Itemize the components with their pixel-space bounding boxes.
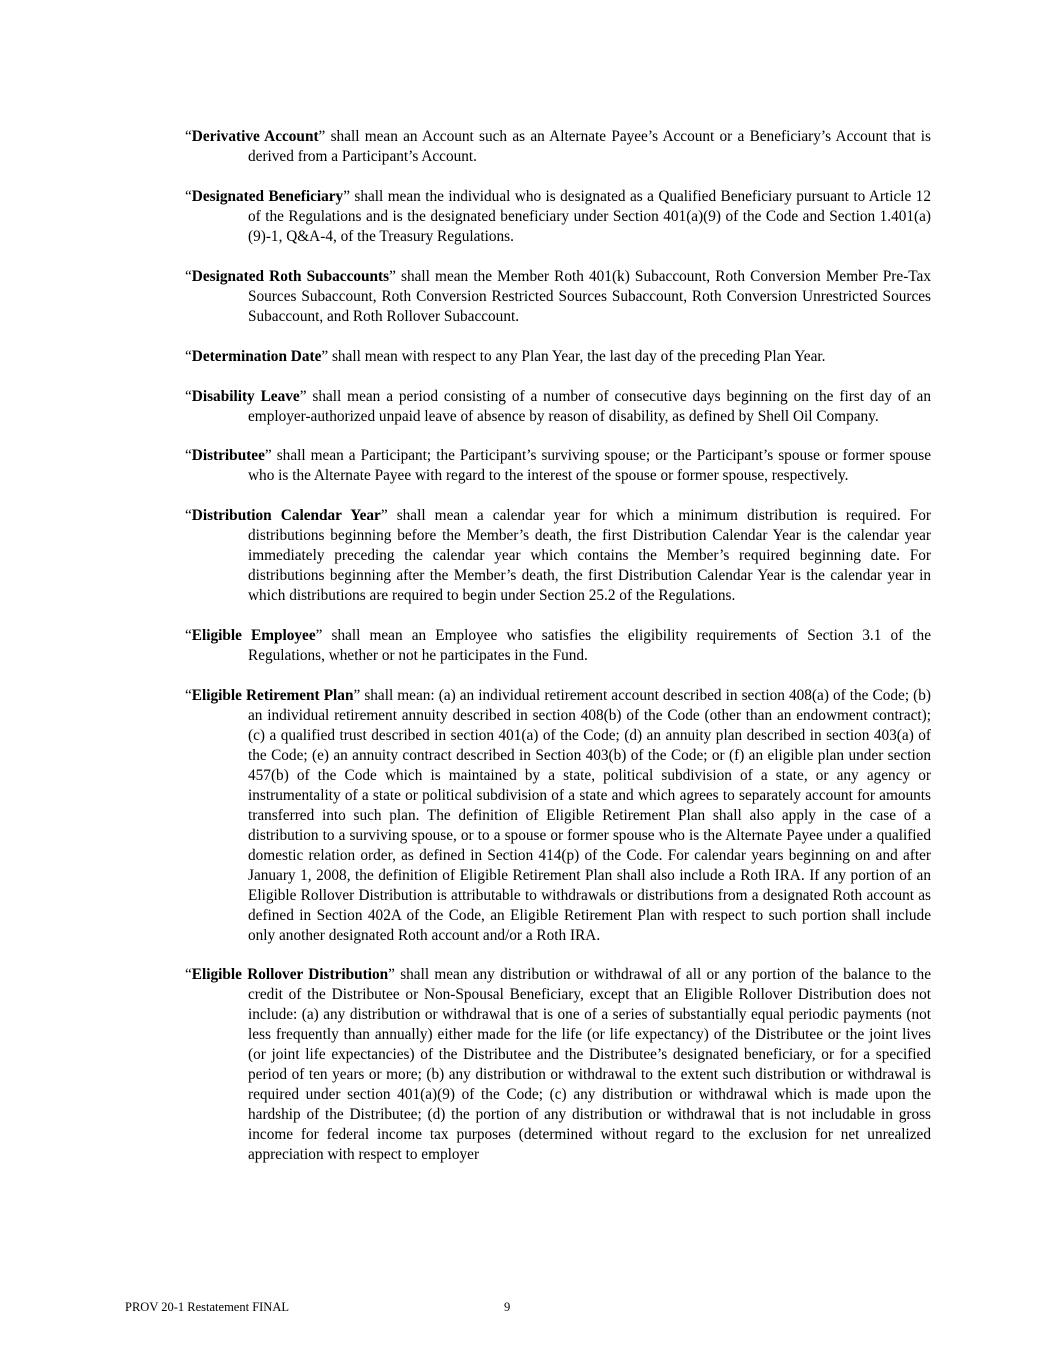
- definition-designated-roth-subaccounts: “Designated Roth Subaccounts” shall mean the Member Roth 401(k) Subaccount, Roth Conversion Member Pre-Tax Sources Subaccount, Roth Conversion Restricted Sources Subaccount, Roth Conversion Unrestricted Sources Subaccount, and Roth Rollover Subaccount.: [185, 267, 931, 325]
- definition-determination-date: “Determination Date” shall mean with respect to any Plan Year, the last day of the preceding Plan Year.: [185, 347, 826, 365]
- definition-term: Eligible Employee: [191, 627, 316, 645]
- definition-text: shall mean the individual who is designated as a Qualified Beneficiary pursuant to Article 12 of the Regulations and is the designated beneficiary under Section 401(a)(9) of the Code and Section 1.401(a)(9)-1, Q&A-4, of the Treasury Regulations.: [248, 187, 931, 245]
- footer-document-label: PROV 20-1 Restatement FINAL: [125, 1300, 289, 1314]
- definition-term: Determination Date: [191, 347, 322, 365]
- definition-term: Distributee: [191, 447, 265, 465]
- definition-term: Distribution Calendar Year: [191, 507, 381, 525]
- definition-text: shall mean a Participant; the Participant’s surviving spouse; or the Participant’s spouse or former spouse who is the Alternate Payee with regard to the interest of the spouse or former spouse, respectively.: [248, 447, 931, 485]
- definition-disability-leave: “Disability Leave” shall mean a period consisting of a number of consecutive days beginning on the first day of an employer-authorized unpaid leave of absence by reason of disability, as defined by Shell Oil Company.: [185, 387, 931, 425]
- definition-term: Disability Leave: [191, 387, 300, 405]
- definition-text: shall mean: (a) an individual retirement account described in section 408(a) of the Code; (b) an individual retirement annuity described in section 408(b) of the Code (other than an endowment contract); (c) a qualified trust described in section 401(a) of the Code; (d) an annuity plan described in section 403(a) of the Code; (e) an annuity contract described in Section 403(b) of the Code; or (f) an eligible plan under section 457(b) of the Code which is maintained by a state, political subdivision of a state, or any agency or instrumentality of a state or political subdivision of a state and which agrees to separately account for amounts transferred into such plan. The definition of Eligible Retirement Plan shall also apply in the case of a distribution to a surviving spouse, or to a spouse or former spouse who is the Alternate Payee under a qualified domestic relation order, as defined in Section 414(p) of the Code. For calendar years beginning on and after January 1, 2008, the definition of Eligible Retirement Plan shall also include a Roth IRA. If any portion of an Eligible Rollover Distribution is attributable to withdrawals or distributions from a designated Roth account as defined in Section 402A of the Code, an Eligible Retirement Plan with respect to such portion shall include only another designated Roth account and/or a Roth IRA.: [248, 687, 931, 944]
- definition-distributee: “Distributee” shall mean a Participant; the Participant’s surviving spouse; or the Participant’s spouse or former spouse who is the Alternate Payee with regard to the interest of the spouse or former spouse, respectively.: [185, 447, 931, 485]
- definition-distribution-calendar-year: “Distribution Calendar Year” shall mean a calendar year for which a minimum distribution is required. For distributions beginning before the Member’s death, the first Distribution Calendar Year is the calendar year immediately preceding the calendar year which contains the Member’s required beginning date. For distributions beginning after the Member’s death, the first Distribution Calendar Year is the calendar year in which distributions are required to begin under Section 25.2 of the Regulations.: [185, 507, 932, 605]
- definition-eligible-retirement-plan: “Eligible Retirement Plan” shall mean: (a) an individual retirement account described in section 408(a) of the Code; (b) an individual retirement annuity described in section 408(b) of the Code (other than an endowment contract); (c) a qualified trust described in section 401(a) of the Code; (d) an annuity plan described in section 403(a) of the Code; (e) an annuity contract described in Section 403(b) of the Code; or (f) an eligible plan under section 457(b) of the Code which is maintained by a state, political subdivision of a state, or any agency or instrumentality of a state or political subdivision of a state and which agrees to separately account for amounts transferred into such plan. The definition of Eligible Retirement Plan shall also apply in the case of a distribution to a surviving spouse, or to a spouse or former spouse who is the Alternate Payee under a qualified domestic relation order, as defined in Section 414(p) of the Code. For calendar years beginning on and after January 1, 2008, the definition of Eligible Retirement Plan shall also include a Roth IRA. If any portion of an Eligible Rollover Distribution is attributable to withdrawals or distributions from a designated Roth account as defined in Section 402A of the Code, an Eligible Retirement Plan with respect to such portion shall include only another designated Roth account and/or a Roth IRA.: [185, 687, 931, 944]
- definition-term: Designated Beneficiary: [191, 187, 344, 205]
- definition-text: shall mean with respect to any Plan Year, the last day of the preceding Plan Year.: [328, 347, 826, 365]
- definition-text: shall mean an Employee who satisfies the eligibility requirements of Section 3.1 of the Regulations, whether or not he participates in the Fund.: [248, 627, 931, 665]
- definition-derivative-account: “Derivative Account” shall mean an Account such as an Alternate Payee’s Account or a Beneficiary’s Account that is derived from a Participant’s Account.: [185, 128, 931, 165]
- definition-text: shall mean a calendar year for which a minimum distribution is required. For distributions beginning before the Member’s death, the first Distribution Calendar Year is the calendar year immediately preceding the calendar year which contains the Member’s required beginning date. For distributions beginning after the Member’s death, the first Distribution Calendar Year is the calendar year in which distributions are required to begin under Section 25.2 of the Regulations.: [248, 507, 932, 605]
- definition-text: shall mean the Member Roth 401(k) Subaccount, Roth Conversion Member Pre-Tax Sources Subaccount, Roth Conversion Restricted Sources Subaccount, Roth Conversion Unrestricted Sources Subaccount, and Roth Rollover Subaccount.: [248, 267, 931, 325]
- definition-text: shall mean a period consisting of a number of consecutive days beginning on the first day of an employer-authorized unpaid leave of absence by reason of disability, as defined by Shell Oil Company.: [248, 387, 931, 425]
- footer-page-number: 9: [504, 1300, 511, 1314]
- definition-eligible-employee: “Eligible Employee” shall mean an Employee who satisfies the eligibility requirements of Section 3.1 of the Regulations, whether or not he participates in the Fund.: [185, 627, 931, 665]
- definition-term: Derivative Account: [191, 128, 319, 145]
- definition-text: shall mean any distribution or withdrawal of all or any portion of the balance to the credit of the Distributee or Non-Spousal Beneficiary, except that an Eligible Rollover Distribution does not include: (a) any distribution or withdrawal that is one of a series of substantially equal periodic payments (not less frequently than annually) either made for the life (or life expectancy) of the Distributee or the joint lives (or joint life expectancies) of the Distributee and the Distributee’s designated beneficiary, or for a specified period of ten years or more; (b) any distribution or withdrawal to the extent such distribution or withdrawal is required under section 401(a)(9) of the Code; (c) any distribution or withdrawal which is made upon the hardship of the Distributee; (d) the portion of any distribution or withdrawal that is not includable in gross income for federal income tax purposes (determined without regard to the exclusion for net unrealized appreciation with respect to employer: [248, 966, 931, 1164]
- definition-text: shall mean an Account such as an Alternate Payee’s Account or a Beneficiary’s Account that is derived from a Participant’s Account.: [248, 128, 931, 165]
- definition-designated-beneficiary: “Designated Beneficiary” shall mean the individual who is designated as a Qualified Beneficiary pursuant to Article 12 of the Regulations and is the designated beneficiary under Section 401(a)(9) of the Code and Section 1.401(a)(9)-1, Q&A-4, of the Treasury Regulations.: [185, 187, 931, 245]
- definition-term: Eligible Rollover Distribution: [191, 966, 389, 984]
- definition-term: Designated Roth Subaccounts: [191, 267, 390, 285]
- definitions-list: [185, 127, 931, 1185]
- definition-term: Eligible Retirement Plan: [191, 687, 354, 705]
- definition-eligible-rollover-distribution: “Eligible Rollover Distribution” shall mean any distribution or withdrawal of all or any portion of the balance to the credit of the Distributee or Non-Spousal Beneficiary, except that an Eligible Rollover Distribution does not include: (a) any distribution or withdrawal that is one of a series of substantially equal periodic payments (not less frequently than annually) either made for the life (or life expectancy) of the Distributee or the joint lives (or joint life expectancies) of the Distributee and the Distributee’s designated beneficiary, or for a specified period of ten years or more; (b) any distribution or withdrawal to the extent such distribution or withdrawal is required under section 401(a)(9) of the Code; (c) any distribution or withdrawal which is made upon the hardship of the Distributee; (d) the portion of any distribution or withdrawal that is not includable in gross income for federal income tax purposes (determined without regard to the exclusion for net unrealized appreciation with respect to employer: [185, 966, 931, 1164]
